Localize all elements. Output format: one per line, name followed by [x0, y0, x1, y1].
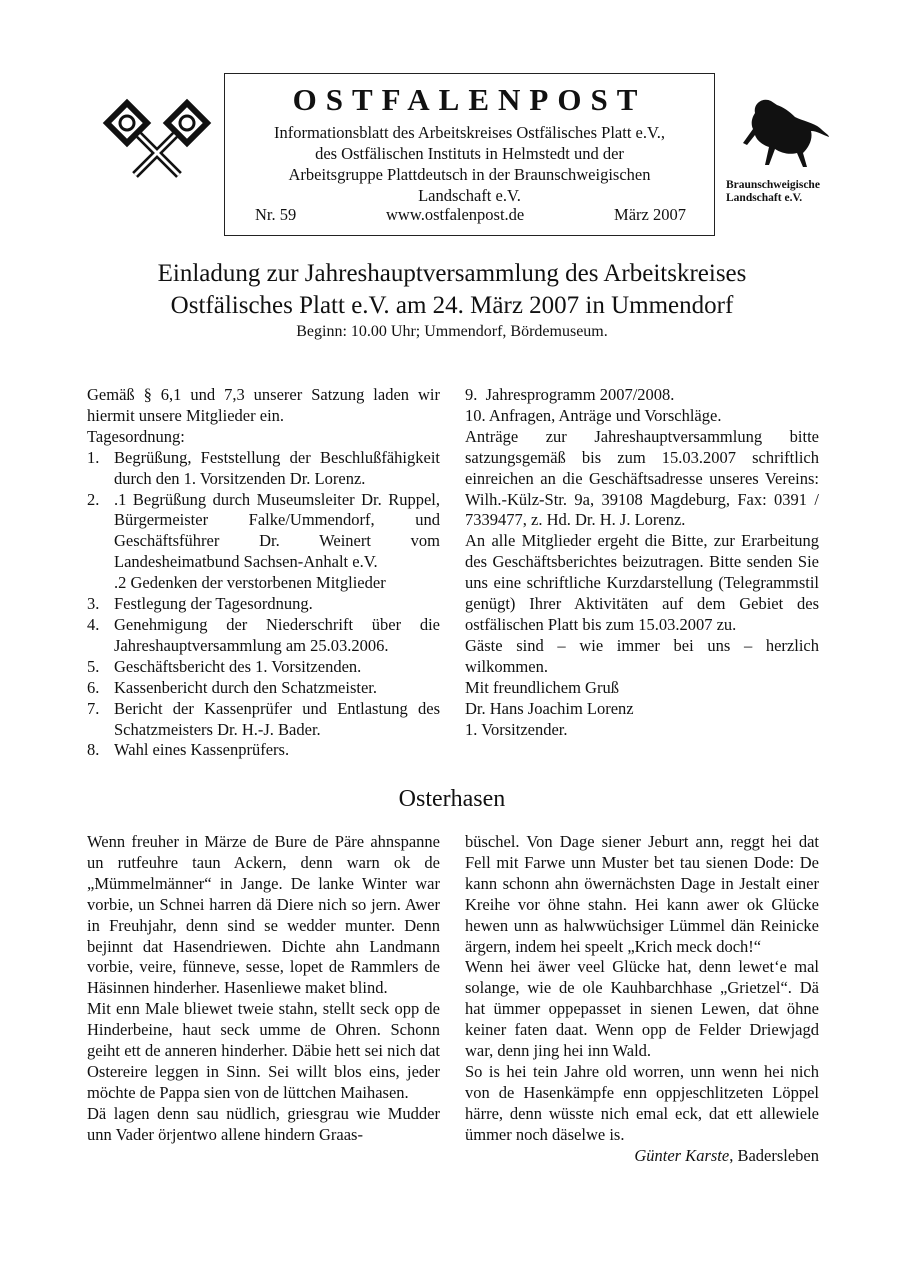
agenda-subitem: .2 Gedenken der verstorbenen Mitglieder — [114, 573, 386, 593]
title-line: Einladung zur Jahreshauptversammlung des Arbeitskreises — [157, 260, 747, 287]
braunschweig-horse-logo — [725, 95, 835, 165]
agenda-item-10: 10. Anfragen, Anträge und Vorschläge. — [465, 405, 722, 425]
subtitle-line: des Ostfälischen Instituts in Helmstedt und der — [315, 144, 624, 163]
story-paragraph: Wenn hei äwer veel Glücke hat, denn lewet‘e mal solange, wie de ole Kauhbarchhase „Grietzel“. Dä hat ümmer oppepasset in sienen Lewen, dat öhne keiner faten daat. Wenn opp de Felder Driewjagd war, denn jing hei inn Wald. — [465, 957, 819, 1061]
guests-paragraph: Gäste sind – wie immer bei uns – herzlich wilkommen. — [465, 635, 819, 676]
agenda-item: 7. Bericht der Kassenprüfer und Entlastung des Schatzmeisters Dr. H.-J. Bader. — [87, 698, 440, 739]
signatory-role: 1. Vorsitzender. — [465, 719, 568, 739]
caption-line: Landschaft e.V. — [726, 192, 803, 204]
story-paragraph: Mit enn Male bliewet tweie stahn, stellt seck opp de Hinderbeine, haut seck umme de Ohren. Schonn geiht ett de anneren hinderher. Däbie hett sei nich dat Ostereire leggen in Sinn. Sei willt blos eins, jeder möchte de Pappa sien von de lüttchen Maihasen. — [87, 999, 440, 1102]
crossed-keys-logo — [97, 98, 217, 178]
story-signature — [465, 1146, 819, 1167]
story-left-column — [87, 832, 440, 1146]
subtitle-line: Landschaft e.V. — [418, 186, 521, 205]
agenda-item: 1. Begrüßung, Feststellung der Beschlußfähigkeit durch den 1. Vorsitzenden Dr. Lorenz. — [87, 447, 440, 488]
intro-text: Gemäß § 6,1 und 7,3 unserer Satzung laden wir hiermit unsere Mitglieder ein. — [87, 385, 440, 425]
masthead-title: OSTFALENPOST — [292, 82, 647, 117]
signatory-name: Dr. Hans Joachim Lorenz — [465, 698, 634, 718]
subtitle-line: Arbeitsgruppe Plattdeutsch in der Braunschweigischen — [288, 165, 651, 184]
request-paragraph: An alle Mitglieder ergeht die Bitte, zur Erarbeitung des Geschäftsberichtes beizutragen. Bitte senden Sie uns eine schriftliche Kurzdarstellung (Telegrammstil genügt) Ihrer Aktivitäten auf dem Gebiet des ostfälischen Platt bis zum 15.03.2007 zu. — [465, 531, 819, 634]
submission-paragraph: Anträge zur Jahreshauptversammlung bitte satzungsgemäß bis zum 15.03.2007 schriftlich einreichen an die Geschäftsadresse unseres Vereins: Wilh.-Külz-Str. 9a, 39108 Magdeburg, Fax: 0391 / 7339477, z. Hd. Dr. H. J. Lorenz. — [465, 426, 819, 530]
story-right-column — [465, 832, 819, 1167]
masthead-subtitle — [235, 122, 704, 206]
agenda-item: 8. Wahl eines Kassenprüfers. — [87, 740, 290, 760]
story-paragraph: Wenn freuher in Märze de Bure de Päre ahnspanne un rutfeuhre taun Ackern, denn warn ok de „Mümmelmänner“ in Jange. De lanke Winter war vorbie, un Schnei harren dä Diere nich so jern. Awer in Freuhjahr, denn sind se wedder munter. Denn bejinnt dat Hasendriewen. Dichte ahn Landmann vorbie, veire, fünneve, sesse, lopet de Rammlers de Häsinnen hinderher. Hasenliewe maket blind. — [87, 832, 440, 998]
agenda-heading: Tagesordnung: — [87, 426, 185, 446]
caption-line: Braunschweigische — [726, 179, 820, 191]
issue-number: Nr. 59 — [255, 205, 297, 224]
story-title: Osterhasen — [398, 786, 506, 812]
issue-row — [255, 205, 686, 225]
story-author: Günter Karste — [634, 1145, 730, 1165]
agenda-list — [87, 448, 440, 762]
subtitle-line: Informationsblatt des Arbeitskreises Ostfälisches Platt e.V., — [273, 123, 666, 142]
story-paragraph: So is hei tein Jahre old worren, unn wenn hei nich von de Hasenkämpfe enn oppjeschlitzeten Löppel härre, denn wüsste nich emal eck, dat ett allewiele ümmer noch däselwe is. — [465, 1061, 819, 1144]
issue-date: März 2007 — [614, 205, 686, 224]
invitation-title — [60, 258, 844, 322]
story-paragraph: Dä lagen denn sau nüdlich, griesgrau wie Mudder unn Vader örjentwo allene hindern Graas- — [87, 1103, 440, 1144]
right-logo-caption — [726, 179, 836, 205]
agenda-item: 4. Genehmigung der Niederschrift über die Jahreshauptversammlung am 25.03.2006. — [87, 614, 440, 655]
agenda-item: 5. Geschäftsbericht des 1. Vorsitzenden. — [87, 656, 362, 676]
greeting: Mit freundlichem Gruß — [465, 677, 619, 697]
invitation-start: Beginn: 10.00 Uhr; Ummendorf, Bördemuseum. — [296, 323, 608, 340]
header-box — [224, 73, 715, 236]
agenda-item: 2. .1 Begrüßung durch Museumsleiter Dr. Ruppel, Bürgermeister Falke/Ummendorf, und Geschäftsführer Dr. Weinert vom Landesheimatbund Sachsen-Anhalt e.V. .2 Gedenken der verstorbenen Mitglieder — [87, 489, 440, 593]
agenda-item: 6. Kassenbericht durch den Schatzmeister. — [87, 677, 377, 697]
invitation-left-column — [87, 385, 440, 761]
horse-icon — [725, 95, 835, 175]
invitation-right-column — [465, 385, 819, 740]
agenda-item: 3. Festlegung der Tagesordnung. — [87, 594, 313, 614]
title-line: Ostfälisches Platt e.V. am 24. März 2007 in Ummendorf — [170, 292, 734, 319]
website-link[interactable]: www.ostfalenpost.de — [386, 205, 525, 224]
story-author-place: , Badersleben — [729, 1145, 819, 1165]
story-paragraph: büschel. Von Dage siener Jeburt ann, reggt hei dat Fell mit Farwe unn Muster bet tau sienen Dode: De kann schonn ahn öwernächsten Dage in Jestalt einer Kreihe vor öhne stahn. Hei kann awer ok Glücke hewen unn as halwwüchsiger Lümmel dän Reinicke ärgern, indem hei speelt „Krich meck doch!“ — [465, 832, 819, 956]
crossed-keys-icon — [97, 98, 217, 178]
agenda-item-9: 9. Jahresprogramm 2007/2008. — [465, 385, 675, 404]
